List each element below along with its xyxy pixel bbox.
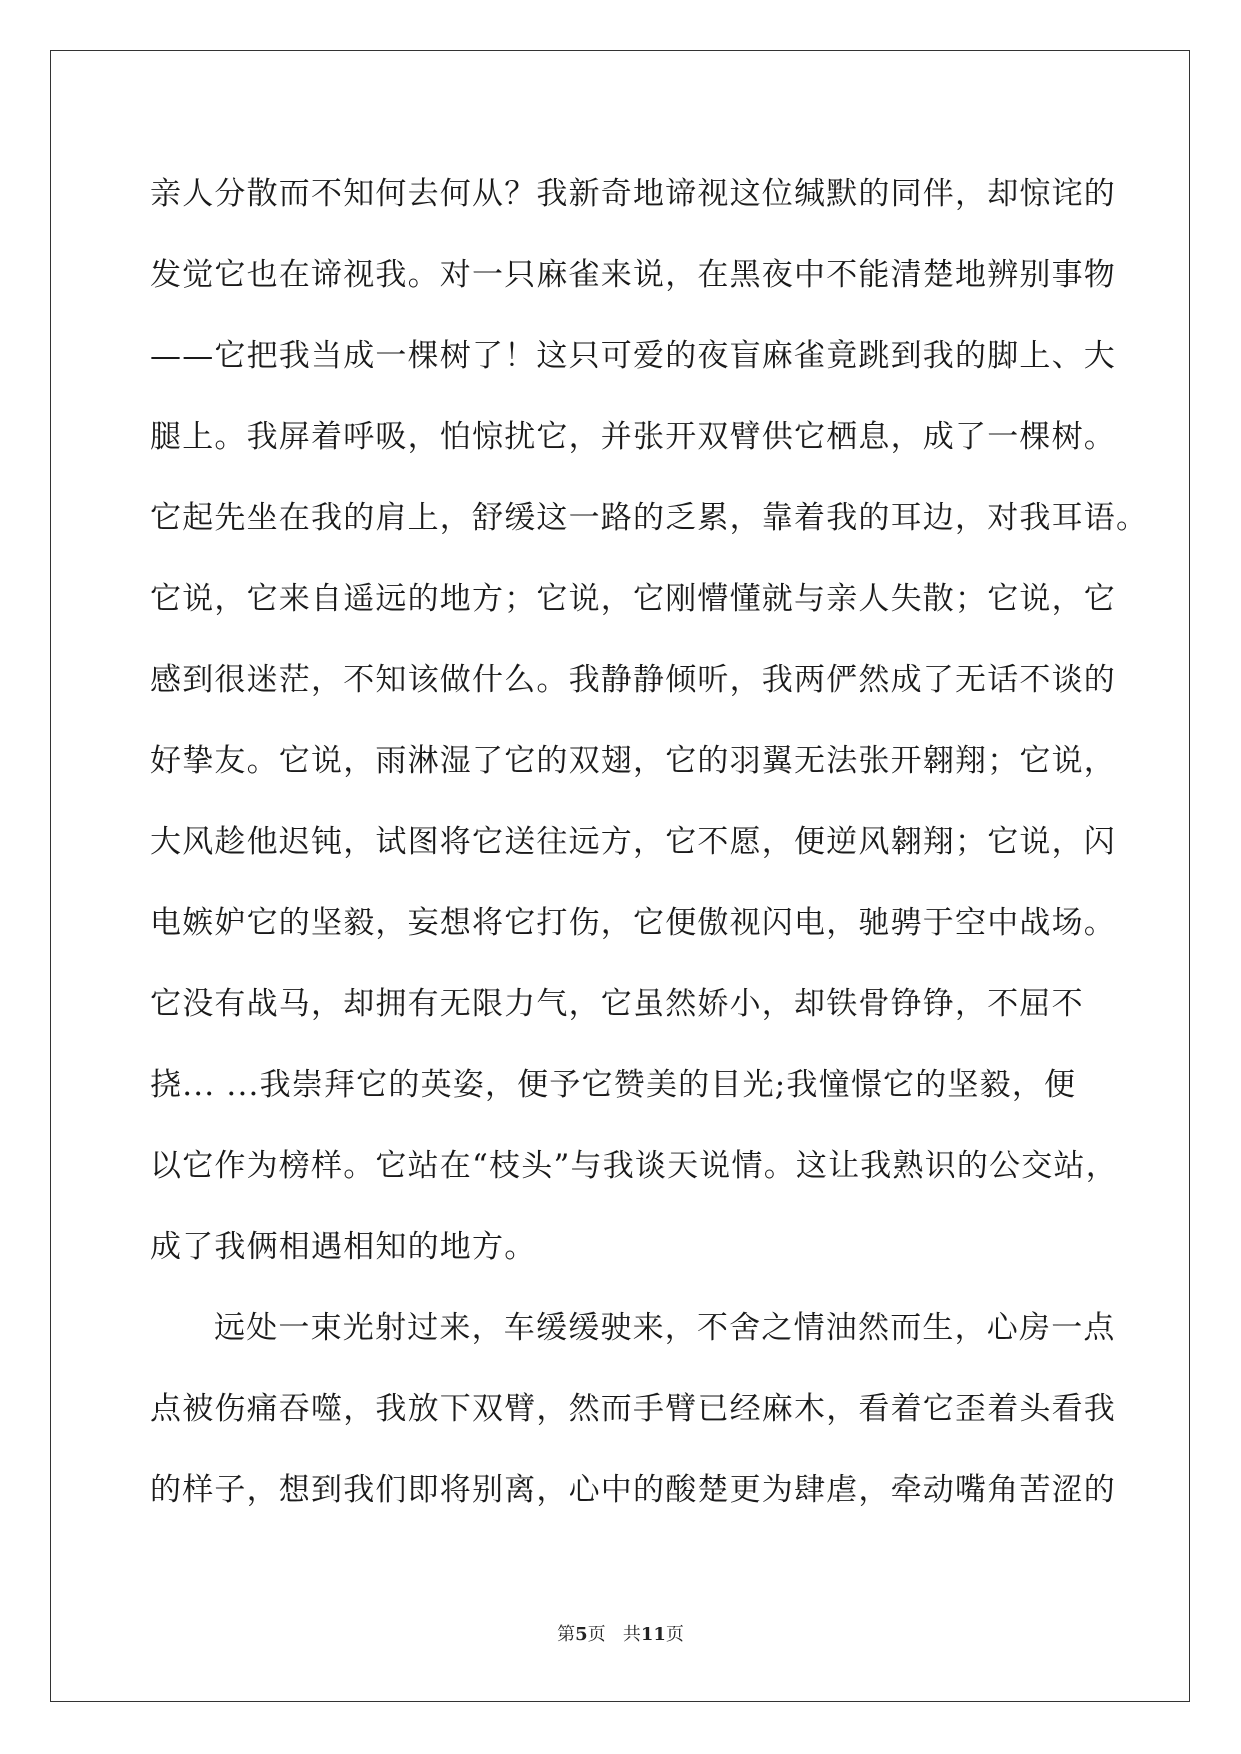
text-line: 它没有战马，却拥有无限力气，它虽然娇小，却铁骨铮铮，不屈不 xyxy=(150,986,1084,1022)
text-line: 以它作为榜样。它站在“枝头”与我谈天说情。这让我熟识的公交站， xyxy=(150,1148,1118,1184)
text-line: 的样子，想到我们即将别离，心中的酸楚更为肆虐，牵动嘴角苦涩的 xyxy=(150,1472,1116,1508)
page-prefix: 第 xyxy=(557,1624,576,1645)
text-line: 亲人分散而不知何去何从？我新奇地谛视这位缄默的同伴，却惊诧的 xyxy=(150,176,1116,212)
total-pages: 11 xyxy=(640,1624,666,1645)
text-line: 点被伤痛吞噬，我放下双臂，然而手臂已经麻木，看着它歪着头看我 xyxy=(150,1391,1116,1427)
text-line: ——它把我当成一棵树了！这只可爱的夜盲麻雀竟跳到我的脚上、大 xyxy=(150,338,1116,374)
paragraph-start-line: 远处一束光射过来，车缓缓驶来，不舍之情油然而生，心房一点 xyxy=(214,1310,1116,1346)
text-line: 它起先坐在我的肩上，舒缓这一路的乏累，靠着我的耳边，对我耳语。 xyxy=(150,500,1149,536)
text-line: 大风趁他迟钝，试图将它送往远方，它不愿，便逆风翱翔；它说，闪 xyxy=(150,824,1116,860)
text-line: 感到很迷茫，不知该做什么。我静静倾听，我两俨然成了无话不谈的 xyxy=(150,662,1116,698)
text-line: 它说，它来自遥远的地方；它说，它刚懵懂就与亲人失散；它说，它 xyxy=(150,581,1116,617)
text-line: 成了我俩相遇相知的地方。 xyxy=(150,1229,537,1265)
text-line: 电嫉妒它的坚毅，妄想将它打伤，它便傲视闪电，驰骋于空中战场。 xyxy=(150,905,1116,941)
page-suffix: 页 xyxy=(587,1624,606,1645)
text-line: 腿上。我屏着呼吸，怕惊扰它，并张开双臂供它栖息，成了一棵树。 xyxy=(150,419,1116,455)
page-footer xyxy=(0,1620,1241,1646)
text-line: 好挚友。它说，雨淋湿了它的双翅，它的羽翼无法张开翱翔；它说， xyxy=(150,743,1116,779)
total-prefix: 共 xyxy=(622,1624,641,1645)
page-number: 5 xyxy=(575,1624,588,1645)
body-text xyxy=(150,160,1149,1537)
total-suffix: 页 xyxy=(665,1624,684,1645)
text-line: 挠... ...我崇拜它的英姿，便予它赞美的目光;我憧憬它的坚毅，便 xyxy=(150,1067,1077,1103)
text-line: 发觉它也在谛视我。对一只麻雀来说，在黑夜中不能清楚地辨别事物 xyxy=(150,257,1116,293)
